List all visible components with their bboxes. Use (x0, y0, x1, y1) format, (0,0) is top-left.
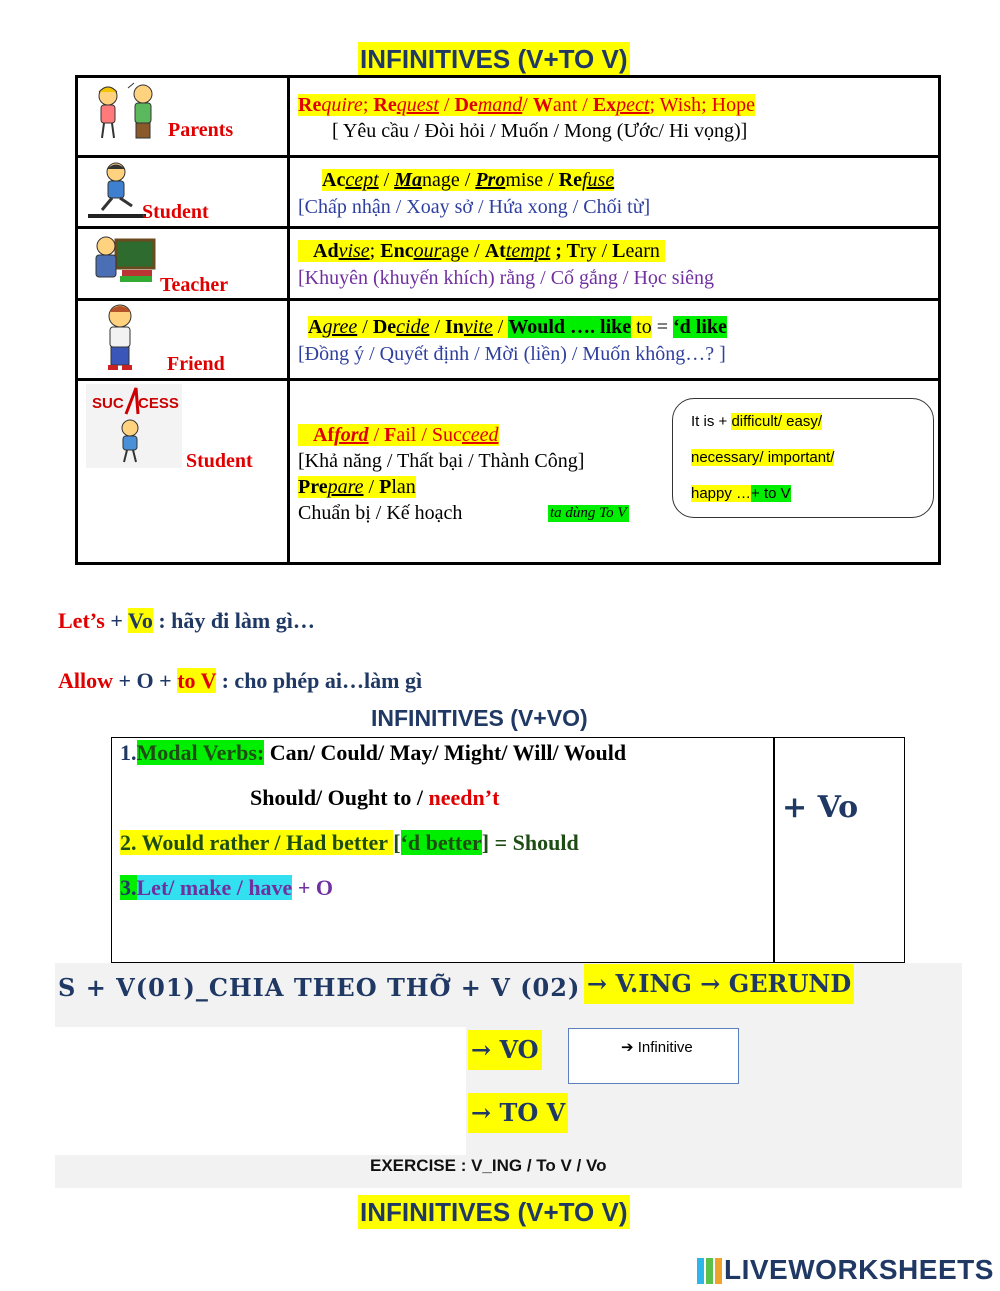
liveworksheets-logo-icon (697, 1258, 723, 1284)
row4-verbs: Agree / Decide / Invite / Would …. like to = ‘d like (308, 316, 727, 338)
row5-meaning: [Khả năng / Thất bại / Thành Công] (298, 450, 585, 472)
section-title-vo: INFINITIVES (V+VO) (371, 705, 588, 731)
exercise-heading: EXERCISE : V_ING / To V / Vo (370, 1156, 607, 1175)
svg-text:SUC: SUC (92, 395, 124, 412)
row5-verbs-2: Prepare / Plan (298, 476, 416, 498)
it-is-callout (672, 398, 934, 518)
row-divider (75, 226, 941, 229)
row-divider (75, 298, 941, 301)
row5-verbs: Afford / Fail / Succeed (298, 422, 499, 448)
liveworksheets-brand: LIVEWORKSHEETS (724, 1254, 994, 1285)
to-v-option: → TO V (468, 1093, 568, 1133)
table-divider (287, 75, 290, 565)
lets-rule: Let’s + Vo : hãy đi làm gì… (58, 608, 315, 633)
infinitive-label: ➔ Infinitive (621, 1039, 693, 1056)
row-divider (75, 378, 941, 381)
should-line: Should/ Ought to / needn’t (250, 785, 500, 810)
row4-meaning: [Đồng ý / Quyết định / Mời (liền) / Muốn không…? ] (298, 343, 726, 365)
success-illustration (86, 384, 182, 468)
row1-verbs: Require; Request / Demand/ Want / Expect; Wish; Hope (298, 94, 755, 116)
callout-line-2: necessary/ important/ (691, 449, 835, 466)
row-label-parents: Parents (168, 119, 234, 141)
friend-illustration (90, 302, 152, 374)
row1-meaning: [ Yêu cầu / Đòi hỏi / Muốn / Mong (Ước/ Hi vọng)] (332, 120, 748, 142)
let-make-have-line: 3.Let/ make / have + O (120, 875, 333, 900)
table-divider (773, 737, 775, 963)
row-divider (75, 155, 941, 158)
parents-illustration (88, 80, 168, 144)
plus-vo-label: + Vo (782, 790, 859, 825)
gerund-option: → V.ING → GERUND (584, 964, 854, 1004)
row3-verbs: Advise; Encourage / Attempt ; Try / Learn (298, 238, 665, 264)
row5-meaning-2: Chuẩn bị / Kế hoạch (298, 502, 463, 524)
student-running-illustration (86, 160, 148, 220)
row-label-student-success: Student (186, 450, 253, 472)
row2-meaning: [Chấp nhận / Xoay sở / Hứa xong / Chối từ] (298, 196, 651, 218)
callout-line-3: happy …+ to V (691, 485, 791, 502)
page-title: INFINITIVES (V+TO V) (360, 44, 628, 74)
row-label-friend: Friend (167, 353, 225, 375)
row-label-student: Student (142, 201, 209, 223)
allow-rule: Allow + O + to V : cho phép ai…làm gì (58, 668, 423, 693)
row3-meaning: [Khuyên (khuyến khích) rằng / Cố gắng / Học siêng (298, 267, 715, 289)
would-rather-line: 2. Would rather / Had better [‘d better] = Should (120, 830, 579, 855)
modal-verbs-line: 1.Modal Verbs: Can/ Could/ May/ Might/ Will/ Would (120, 740, 627, 765)
callout-line-1: It is + difficult/ easy/ (691, 413, 823, 430)
row-label-teacher: Teacher (160, 274, 229, 296)
bottom-title: INFINITIVES (V+TO V) (360, 1197, 628, 1227)
to-v-note: ta dùng To V (550, 505, 627, 521)
vo-option: → VO (468, 1030, 542, 1070)
row2-verbs: Accept / Manage / Promise / Refuse (322, 169, 615, 191)
svg-text:CESS: CESS (138, 395, 179, 412)
verb-pattern-formula: S + V(01)_CHIA THEO THỠ + V (02) (58, 973, 581, 1002)
infinitive-box (568, 1028, 739, 1084)
teacher-illustration (86, 232, 156, 290)
